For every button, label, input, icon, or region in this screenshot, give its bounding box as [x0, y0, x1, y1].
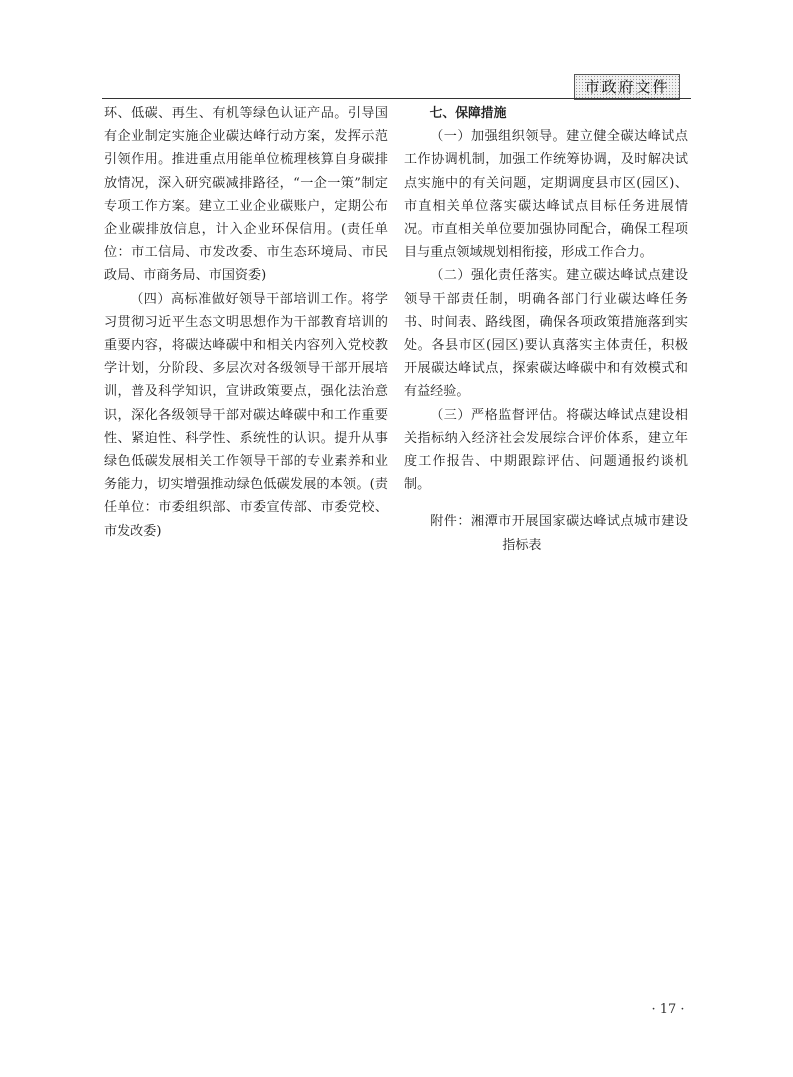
left-paragraph-1: 环、低碳、再生、有机等绿色认证产品。引导国有企业制定实施企业碳达峰行动方案，发挥示范引领作用。推进重点用能单位梳理核算自身碳排放情况，深入研究碳减排路径，“一企一策”制定专项工作方案。建立工业企业碳账户，定期公布企业碳排放信息，计入企业环保信用。(责任单位：市工信局、市发改委、市生态环境局、市民政局、市商务局、市国资委): [104, 106, 388, 284]
section-title: 七、保障措施: [429, 106, 507, 121]
right-paragraph-1: （一）加强组织领导。建立健全碳达峰试点工作协调机制，加强工作统筹协调，及时解决试点实施中的有关问题，定期调度县市区(园区)、市直相关单位落实碳达峰试点目标任务进展情况。市直相关单位要加强协同配合，确保工程项目与重点领域规划相衔接，形成工作合力。: [404, 129, 688, 261]
left-column: [104, 102, 388, 543]
page-number: · 17 ·: [651, 1002, 685, 1017]
attachment-note: 附件：湘潭市开展国家碳达峰试点城市建设指标表: [430, 514, 688, 553]
right-column: [404, 102, 688, 557]
right-paragraph-3: （三）严格监督评估。将碳达峰试点建设相关指标纳入经济社会发展综合评价体系，建立年度工作报告、中期跟踪评估、问题通报约谈机制。: [404, 407, 688, 493]
header-label: 市政府文件: [574, 74, 680, 100]
header-rule: [102, 98, 691, 99]
right-paragraph-2: （二）强化责任落实。建立碳达峰试点建设领导干部责任制，明确各部门行业碳达峰任务书、时间表、路线图，确保各项政策措施落到实处。各县市区(园区)要认真落实主体责任，积极开展碳达峰试点，探索碳达峰碳中和有效模式和有益经验。: [404, 268, 688, 400]
left-paragraph-2: （四）高标准做好领导干部培训工作。将学习贯彻习近平生态文明思想作为干部教育培训的重要内容，将碳达峰碳中和相关内容列入党校教学计划，分阶段、多层次对各级领导干部开展培训，普及科学知识，宣讲政策要点，强化法治意识，深化各级领导干部对碳达峰碳中和工作重要性、紧迫性、科学性、系统性的认识。提升从事绿色低碳发展相关工作领导干部的专业素养和业务能力，切实增强推动绿色低碳发展的本领。(责任单位：市委组织部、市委宣传部、市委党校、市发改委): [104, 291, 388, 539]
